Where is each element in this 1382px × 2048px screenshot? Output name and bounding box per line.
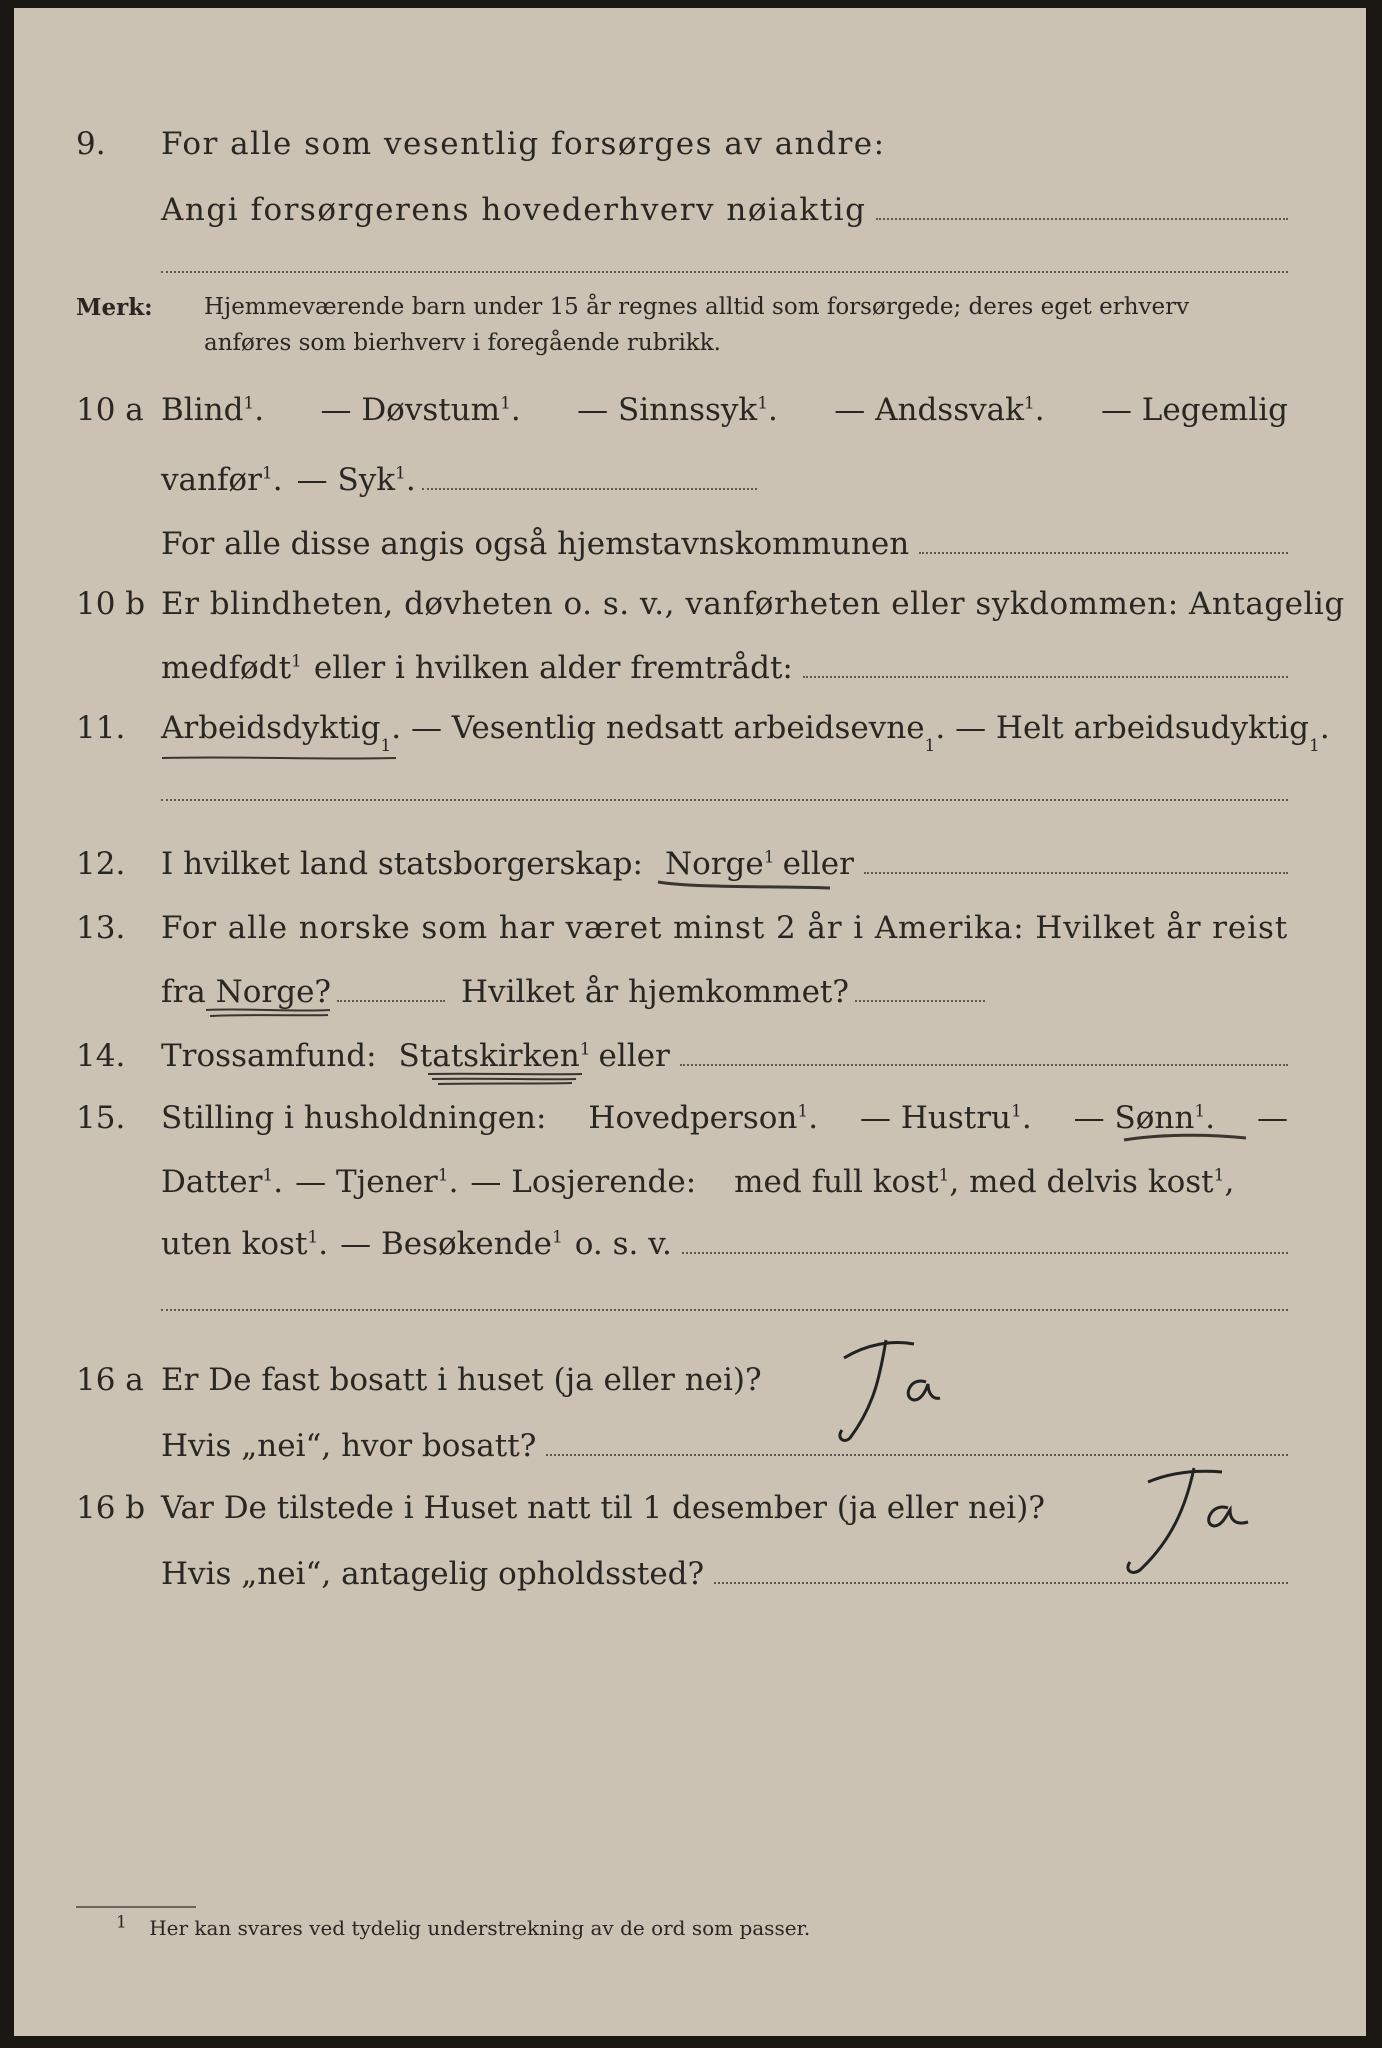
q13-question: For alle norske som har været minst 2 år i Amerika: Hvilket år reist	[161, 910, 1289, 946]
option-udyktig: . — Helt arbeidsudyktig	[935, 710, 1310, 746]
option-datter: Datter$^1$.	[161, 1164, 284, 1200]
q9-number: 9.	[76, 126, 106, 162]
option-eller: eller	[782, 846, 854, 882]
q16b-question: Var De tilstede i Huset natt til 1 desember (ja eller nei)?	[161, 1490, 1045, 1526]
q14-question: Trossamfund:	[161, 1038, 377, 1074]
hjemkommet-field[interactable]	[855, 999, 985, 1002]
q16a-number: 16 a	[76, 1362, 144, 1398]
q12-row	[14, 834, 1366, 882]
q15-row-1: 15. Stilling i husholdningen: Hovedperson$^1$. — Hustru$^1$. — Sønn$^1$. —	[76, 1100, 1288, 1136]
option-tjener: — Tjener$^1$.	[295, 1164, 459, 1200]
q10a-answer-field[interactable]	[422, 487, 757, 490]
q9-row-1	[14, 114, 1366, 162]
q15-answer-field-2[interactable]	[161, 1308, 1288, 1311]
q10b-row-2	[14, 638, 1366, 686]
q10a-hjemstavn-label: For alle disse angis også hjemstavnskommunen	[161, 526, 910, 562]
q16b-handwritten-answer	[1102, 1456, 1262, 1586]
q15-row-2: Datter$^1$. — Tjener$^1$. — Losjerende: med full kost$^1$ , med delvis kost$^1$ ,	[161, 1164, 1235, 1200]
option-legemlig: — Legemlig	[1100, 392, 1288, 428]
q10b-answer-field[interactable]	[803, 675, 1288, 678]
q9-row-2	[14, 180, 1366, 228]
option-delvis-kost: , med delvis kost$^1$	[949, 1164, 1225, 1200]
q16b-ja-signature	[1102, 1456, 1262, 1586]
option-medfodt: medfødt$^1$	[161, 650, 302, 686]
underline-norge	[654, 878, 834, 892]
merk-note-2: anføres som bierhverv i foregående rubrikk.	[204, 330, 721, 356]
footnote	[116, 1912, 811, 1940]
q10a-row-2	[14, 450, 1366, 498]
q9-question-2: Angi forsørgerens hovederhverv nøiaktig	[161, 192, 867, 228]
q13-hjemkommet-label: Hvilket år hjemkommet?	[461, 974, 850, 1010]
q9-question: For alle som vesentlig forsørges av andre:	[161, 126, 886, 162]
q10b-number: 10 b	[76, 586, 146, 622]
reist-field[interactable]	[337, 999, 445, 1002]
q16a-hvis-nei: Hvis „nei“, hvor bosatt?	[161, 1428, 537, 1464]
option-nedsatt: . — Vesentlig nedsatt arbeidsevne	[391, 710, 925, 746]
option-uten-kost: uten kost$^1$.	[161, 1226, 329, 1262]
q10a-row-3	[14, 514, 1366, 562]
q15-answer-field[interactable]	[682, 1251, 1288, 1254]
option-osv: o. s. v.	[574, 1226, 672, 1262]
hjemstavn-field[interactable]	[919, 551, 1288, 554]
footnote-rule	[76, 1906, 196, 1908]
q12-answer-field[interactable]	[864, 871, 1288, 874]
q11-row: 11. Arbeidsdyktig 1 . — Vesentlig nedsatt arbeidsevne 1 . — Helt arbeidsudyktig 1 .	[76, 710, 1330, 756]
q9-answer-field-2[interactable]	[161, 270, 1288, 273]
q13-row-2	[14, 962, 1366, 1010]
q11-number: 11.	[76, 710, 126, 746]
q15-row-3	[14, 1214, 1366, 1262]
q12-question: I hvilket land statsborgerskap:	[161, 846, 643, 882]
q10b-row-1	[14, 574, 1366, 622]
q10a-number: 10 a	[76, 392, 144, 428]
option-sinnssyk: — Sinnssyk$^1$.	[577, 392, 778, 428]
q15-number: 15.	[76, 1100, 126, 1136]
q12-number: 12.	[76, 846, 126, 882]
q9-answer-field[interactable]	[876, 217, 1288, 220]
option-norge: Norge$^1$	[664, 846, 775, 882]
option-sonn: — Sønn$^1$.	[1073, 1100, 1216, 1136]
q14-answer-field[interactable]	[680, 1063, 1288, 1066]
footnote-mark: 1	[116, 1912, 127, 1933]
underline-arbeidsdyktig	[160, 752, 400, 766]
q16a-ja-signature	[822, 1326, 952, 1456]
option-blind: Blind$^1$.	[161, 392, 265, 428]
q10a-row-1	[14, 380, 1366, 428]
q16b-number: 16 b	[76, 1490, 146, 1526]
q10b-question: Er blindheten, døvheten o. s. v., vanførheten eller sykdommen: Antagelig	[161, 586, 1345, 622]
option-arbeidsdyktig: Arbeidsdyktig	[161, 710, 381, 746]
q13-reist-label: fra Norge?	[161, 974, 332, 1010]
q13-number: 13.	[76, 910, 126, 946]
q16a-question: Er De fast bosatt i huset (ja eller nei)?	[161, 1362, 762, 1398]
option-besokende: — Besøkende$^1$	[340, 1226, 563, 1262]
option-statskirken: Statskirken$^1$	[398, 1038, 591, 1074]
merk-label: Merk:	[76, 294, 153, 321]
footnote-text: Her kan svares ved tydelig understrekning av de ord som passer.	[149, 1916, 811, 1940]
q16b-hvis-nei: Hvis „nei“, antagelig opholdssted?	[161, 1556, 705, 1592]
q11-answer-field[interactable]	[161, 798, 1288, 801]
q14-number: 14.	[76, 1038, 126, 1074]
underline-sonn	[1120, 1132, 1250, 1146]
q13-row-1	[14, 898, 1366, 946]
option-dovstum: — Døvstum$^1$.	[320, 392, 521, 428]
q15-question: Stilling i husholdningen:	[161, 1100, 547, 1136]
option-andssvak: — Andssvak$^1$.	[834, 392, 1045, 428]
option-vanfor: vanfør$^1$.	[161, 462, 283, 498]
merk-note-1: Hjemmeværende barn under 15 år regnes alltid som forsørgede; deres eget erhverv	[204, 294, 1190, 320]
q10b-question-2: eller i hvilken alder fremtrådt:	[313, 650, 793, 686]
option-losjerende: — Losjerende:	[470, 1164, 697, 1200]
q14-row	[14, 1026, 1366, 1074]
option-hustru: — Hustru$^1$.	[860, 1100, 1032, 1136]
option-hovedperson: Hovedperson$^1$.	[588, 1100, 819, 1136]
q16a-row-1	[14, 1350, 1366, 1398]
option-eller-14: eller	[598, 1038, 670, 1074]
q16a-handwritten-answer	[822, 1326, 952, 1456]
underline-statskirken	[426, 1070, 586, 1086]
option-syk: — Syk$^1$.	[296, 462, 416, 498]
option-full-kost: med full kost$^1$	[734, 1164, 950, 1200]
underline-norge-13	[204, 1006, 334, 1020]
census-form-page	[14, 8, 1366, 2036]
